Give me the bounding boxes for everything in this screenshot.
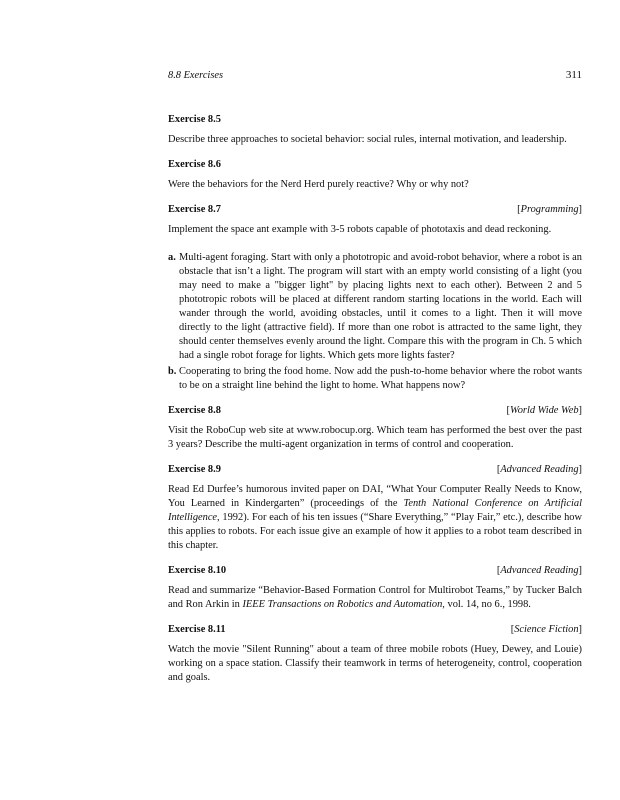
list-item-text: Multi-agent foraging. Start with only a phototropic and avoid-robot behavior, where a robot is an obstacle that isn’t a light. The program will start with an empty world consisting of a light (you may need to make a "bigger light" by placing lights next to each other). Between 2 and 5 phototropic robots will be placed at different random starting locations in the world. Each will wander through the world, avoiding obstacles, until it comes to a light. Then it will move directly to the light (attractive field). If more than one robot is attracted to the same light, they should center themselves evenly around the light. Compare this with the program in Ch. 5 which had a single robot forage for lights. Which gets more lights faster? — [179, 252, 582, 361]
exercise-body: Were the behaviors for the Nerd Herd purely reactive? Why or why not? — [168, 179, 469, 190]
exercise-8-8 — [168, 404, 582, 452]
exercise-category-tag: [Science Fiction] — [510, 624, 582, 635]
exercise-8-11 — [168, 623, 582, 685]
exercise-8-6 — [168, 158, 582, 192]
exercise-title: Exercise 8.7 — [168, 204, 221, 215]
exercise-body: Watch the movie "Silent Running" about a team of three mobile robots (Huey, Dewey, and Louie) working on a space station. Classify their teamwork in terms of heterogeneity, control, cooperation and goals. — [168, 644, 582, 683]
exercise-category-tag: [World Wide Web] — [506, 405, 582, 416]
running-header — [168, 68, 582, 83]
list-item — [168, 251, 582, 363]
exercise-8-7 — [168, 203, 582, 393]
exercise-title: Exercise 8.6 — [168, 159, 221, 170]
exercise-body: Describe three approaches to societal behavior: social rules, internal motivation, and leadership. — [168, 134, 567, 145]
book-page — [168, 68, 582, 696]
exercise-title: Exercise 8.11 — [168, 624, 226, 635]
exercise-title: Exercise 8.5 — [168, 114, 221, 125]
exercise-body: Visit the RoboCup web site at www.robocup.org. Which team has performed the best over the past 3 years? Describe the multi-agent organization in terms of control and cooperation. — [168, 425, 582, 450]
page-number: 311 — [565, 69, 582, 81]
section-title: 8.8 Exercises — [168, 70, 224, 81]
list-item-text: Cooperating to bring the food home. Now add the push-to-home behavior where the robot wants to be on a straight line behind the light to home. What happens now? — [179, 366, 582, 391]
exercise-8-5 — [168, 113, 582, 147]
exercise-subitems — [168, 251, 582, 393]
exercise-title: Exercise 8.9 — [168, 464, 221, 475]
exercise-8-10 — [168, 564, 582, 612]
exercise-title: Exercise 8.10 — [168, 565, 227, 576]
exercise-category-tag: [Advanced Reading] — [496, 464, 582, 475]
exercise-body: Implement the space ant example with 3-5 robots capable of phototaxis and dead reckoning. — [168, 224, 552, 235]
exercise-body: Read Ed Durfee’s humorous invited paper on DAI, “What Your Computer Really Needs to Know, You Learned in Kindergarten” (proceedings of the Tenth National Conference on Artificial Intelligence, 1992). For each of his ten issues (“Share Everything,” “Play Fair,” etc.), describe how this applies to robots. For each issue give an example of how it applies to a robot team described in this chapter. — [168, 484, 582, 551]
exercise-category-tag: [Programming] — [517, 204, 582, 215]
exercise-8-9 — [168, 463, 582, 553]
exercise-category-tag: [Advanced Reading] — [496, 565, 582, 576]
exercise-title: Exercise 8.8 — [168, 405, 221, 416]
exercise-body: Read and summarize “Behavior-Based Formation Control for Multirobot Teams,” by Tucker Balch and Ron Arkin in IEEE Transactions on Robotics and Automation, vol. 14, no 6., 1998. — [168, 585, 582, 610]
list-item — [168, 365, 582, 393]
list-item-label: a. — [168, 252, 176, 263]
list-item-label: b. — [168, 366, 177, 377]
